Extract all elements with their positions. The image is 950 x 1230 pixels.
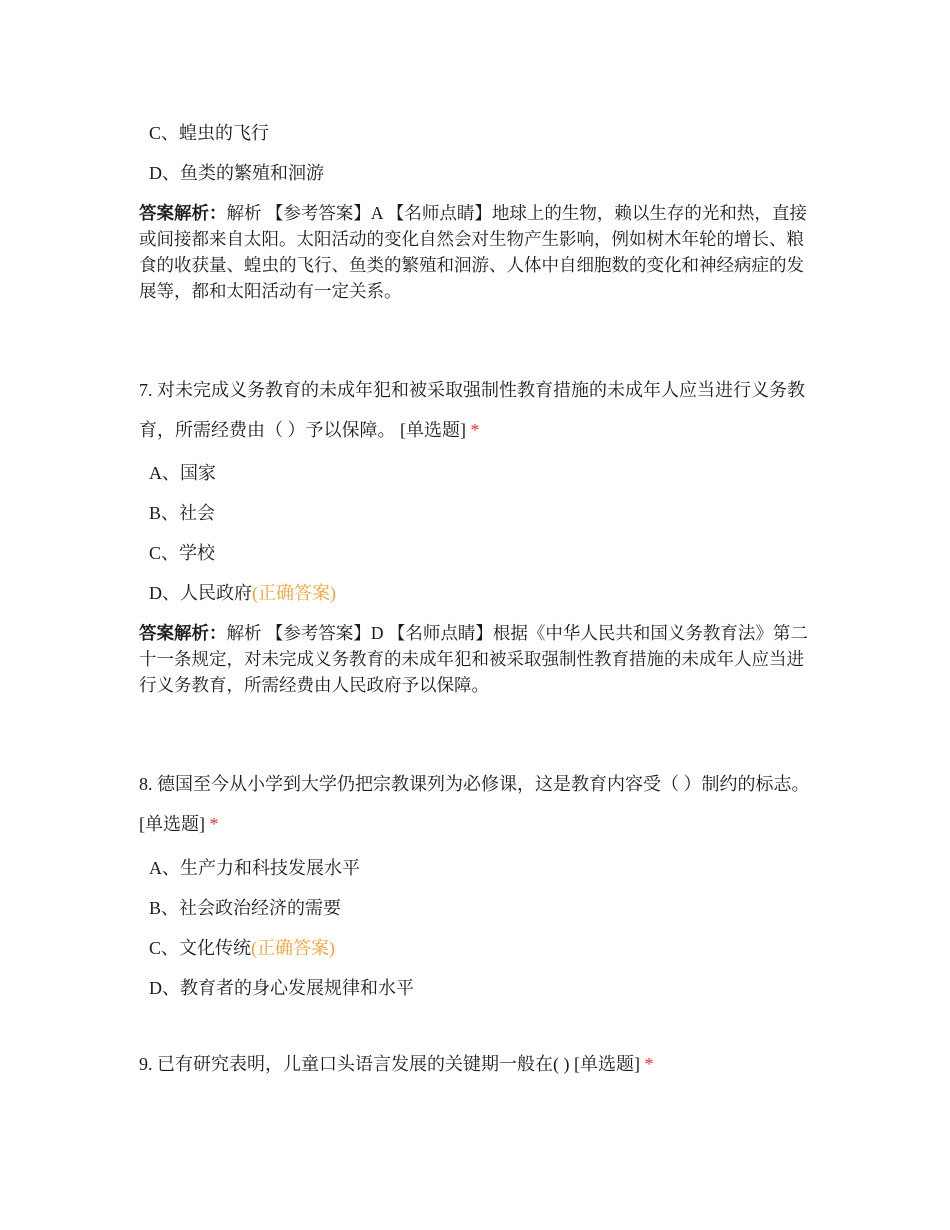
q8-question bbox=[139, 764, 829, 844]
required-mark: * bbox=[209, 814, 219, 834]
question-text: 9. 已有研究表明，儿童口头语言发展的关键期一般在( ) [单选题] bbox=[139, 1054, 640, 1074]
q7-option-b: B、社会 bbox=[149, 503, 216, 523]
required-mark: * bbox=[644, 1054, 654, 1074]
analysis-text: 解析 【参考答案】A 【名师点睛】地球上的生物，赖以生存的光和热，直接或间接都来自太阳。太阳活动的变化自然会对生物产生影响，例如树木年轮的增长、粮食的收获量、蝗虫的飞行、鱼类的繁殖和洄游、人体中自细胞数的变化和神经病症的发展等，都和太阳活动有一定关系。 bbox=[139, 203, 807, 301]
q9-question bbox=[139, 1044, 829, 1084]
q6-answer-analysis bbox=[139, 200, 819, 304]
q8-option-b: B、社会政治经济的需要 bbox=[149, 898, 342, 918]
q6-option-d: D、鱼类的繁殖和洄游 bbox=[149, 163, 324, 183]
q7-option-c: C、学校 bbox=[149, 543, 216, 563]
q7-question bbox=[139, 370, 829, 450]
question-text: 7. 对未完成义务教育的未成年犯和被采取强制性教育措施的未成年人应当进行义务教育，所需经费由（ ）予以保障。 [单选题] bbox=[139, 380, 805, 440]
q7-option-a: A、国家 bbox=[149, 463, 216, 483]
q8-option-c: C、文化传统(正确答案) bbox=[149, 938, 336, 958]
required-mark: * bbox=[470, 420, 480, 440]
q8-option-a: A、生产力和科技发展水平 bbox=[149, 858, 360, 878]
q7-option-d: D、人民政府(正确答案) bbox=[149, 583, 336, 603]
q7-answer-analysis bbox=[139, 620, 819, 698]
q8-option-d: D、教育者的身心发展规律和水平 bbox=[149, 978, 414, 998]
analysis-label: 答案解析： bbox=[139, 203, 227, 223]
question-text: 8. 德国至今从小学到大学仍把宗教课列为必修课，这是教育内容受（ ）制约的标志。 [单选题] bbox=[139, 774, 810, 834]
correct-answer-tag: (正确答案) bbox=[251, 938, 336, 958]
analysis-label: 答案解析： bbox=[139, 623, 227, 643]
correct-answer-tag: (正确答案) bbox=[252, 583, 336, 603]
analysis-text: 解析 【参考答案】D 【名师点睛】根据《中华人民共和国义务教育法》第二十一条规定，对未完成义务教育的未成年犯和被采取强制性教育措施的未成年人应当进行义务教育，所需经费由人民政府予以保障。 bbox=[139, 623, 808, 695]
q6-option-c: C、蝗虫的飞行 bbox=[149, 123, 270, 143]
